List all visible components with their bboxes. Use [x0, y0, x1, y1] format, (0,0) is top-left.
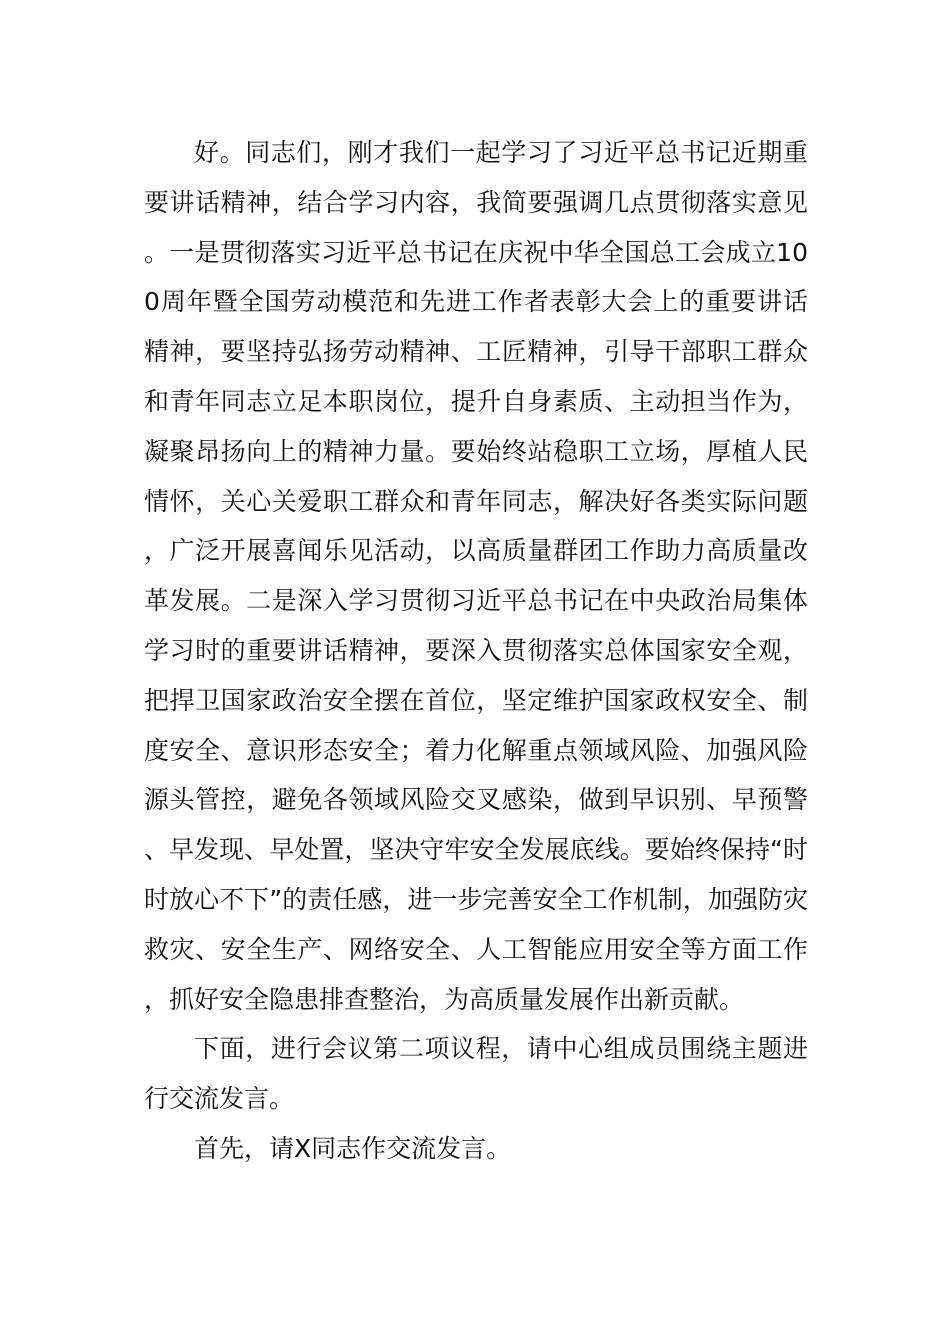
paragraph-key-points: 好。同志们，刚才我们一起学习了习近平总书记近期重要讲话精神，结合学习内容，我简要强调几点贯彻落实意见。一是贯彻落实习近平总书记在庆祝中华全国总工会成立100周年暨全国劳动模范和先进工作者表彰大会上的重要讲话精神，要坚持弘扬劳动精神、工匠精神，引导干部职工群众和青年同志立足本职岗位，提升自身素质、主动担当作为，凝聚昂扬向上的精神力量。要始终站稳职工立场，厚植人民情怀，关心关爱职工群众和青年同志，解决好各类实际问题，广泛开展喜闻乐见活动，以高质量群团工作助力高质量改革发展。二是深入学习贯彻习近平总书记在中央政治局集体学习时的重要讲话精神，要深入贯彻落实总体国家安全观，把捍卫国家政治安全摆在首位，坚定维护国家政权安全、制度安全、意识形态安全；着力化解重点领域风险、加强风险源头管控，避免各领域风险交叉感染，做到早识别、早预警、早发现、早处置，坚决守牢安全发展底线。要始终保持“时时放心不下”的责任感，进一步完善安全工作机制，加强防灾救灾、安全生产、网络安全、人工智能应用安全等方面工作，抓好安全隐患排查整治，为高质量发展作出新贡献。: [144, 138, 808, 1014]
paragraph-first-speaker: 首先，请X同志作交流发言。: [194, 1133, 512, 1163]
paragraph-agenda-item-two: 下面，进行会议第二项议程，请中心组成员围绕主题进行交流发言。: [144, 1034, 808, 1114]
document-body: [144, 128, 808, 1174]
